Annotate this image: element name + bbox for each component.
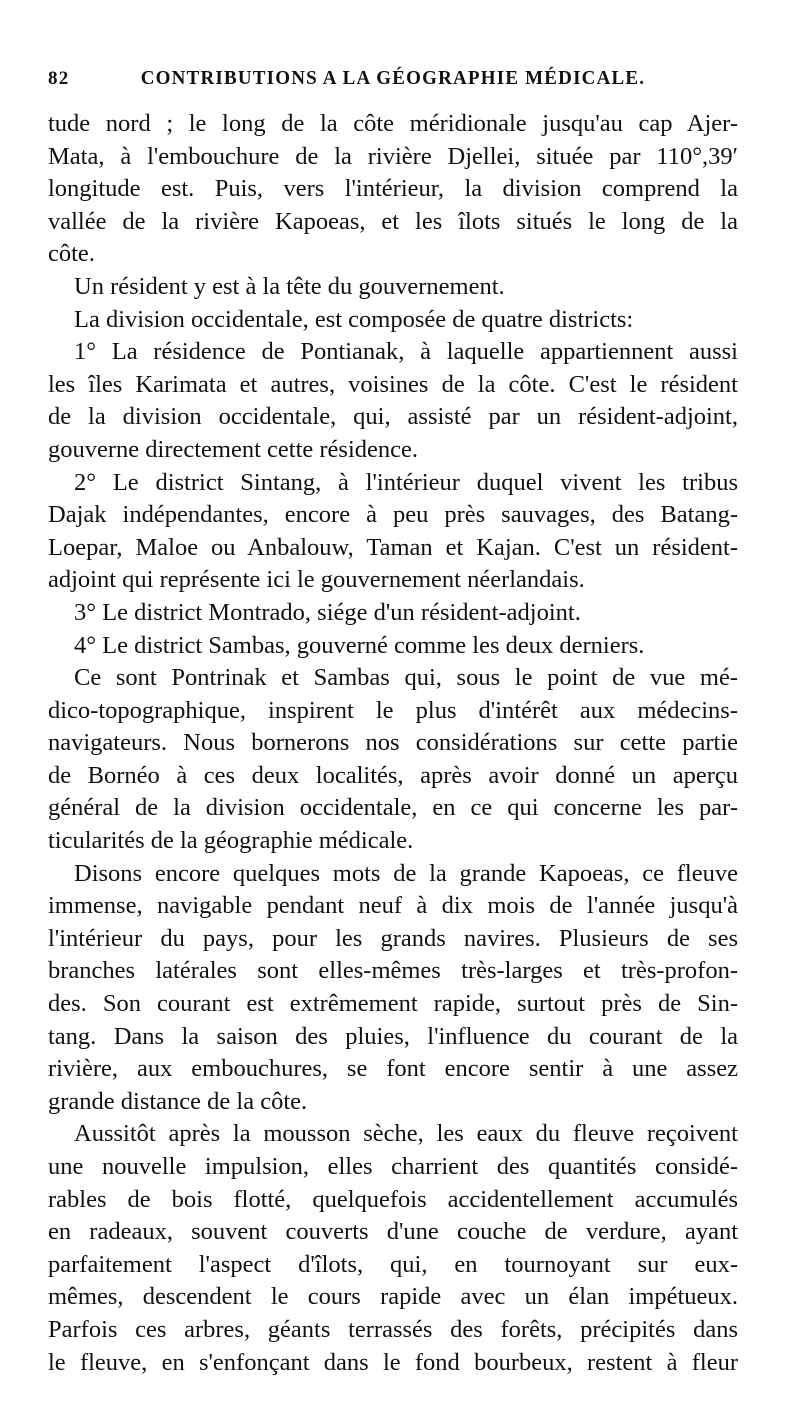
- text-line: des. Son courant est extrêmement rapide, surtout près de Sin-: [48, 990, 738, 1018]
- text-line: Disons encore quelques mots de la grande Kapoeas, ce fleuve: [74, 859, 738, 887]
- text-line: l'intérieur du pays, pour les grands navires. Plusieurs de ses: [48, 924, 738, 952]
- body-text: [48, 108, 738, 1379]
- text-line: Aussitôt après la mousson sèche, les eaux du fleuve reçoivent: [74, 1120, 738, 1148]
- text-line: 4° Le district Sambas, gouverné comme les deux derniers.: [74, 631, 645, 659]
- text-line: tude nord ; le long de la côte méridionale jusqu'au cap Ajer-: [48, 110, 738, 137]
- paragraph: [48, 630, 738, 663]
- text-line: en radeaux, souvent couverts d'une couche de verdure, ayant: [48, 1218, 738, 1246]
- paragraph: [48, 1118, 738, 1379]
- text-line: Ce sont Pontrinak et Sambas qui, sous le point de vue mé-: [74, 664, 738, 692]
- text-line: navigateurs. Nous bornerons nos considérations sur cette partie: [48, 729, 738, 757]
- paragraph: [48, 597, 738, 630]
- text-line: parfaitement l'aspect d'îlots, qui, en tournoyant sur eux-: [48, 1250, 738, 1278]
- text-line: Mata, à l'embouchure de la rivière Djellei, située par 110°,39′: [48, 142, 738, 170]
- paragraph: [48, 662, 738, 858]
- paragraph: [48, 271, 738, 304]
- running-title: CONTRIBUTIONS A LA GÉOGRAPHIE MÉDICALE.: [140, 67, 646, 90]
- text-line: vallée de la rivière Kapoeas, et les îlots situés le long de la: [48, 207, 738, 235]
- text-line: immense, navigable pendant neuf à dix mois de l'année jusqu'à: [48, 892, 738, 920]
- paragraph: [48, 858, 738, 1119]
- text-line: La division occidentale, est composée de quatre districts:: [74, 305, 634, 333]
- text-line: Un résident y est à la tête du gouvernement.: [74, 272, 505, 300]
- paragraph: [48, 304, 738, 337]
- text-line: adjoint qui représente ici le gouvernement néerlandais.: [48, 566, 585, 594]
- text-line: Loepar, Maloe ou Anbalouw, Taman et Kajan. C'est un résident-: [48, 533, 738, 561]
- text-line: rables de bois flotté, quelquefois accidentellement accumulés: [48, 1185, 738, 1213]
- paragraph: [48, 467, 738, 597]
- text-line: de la division occidentale, qui, assisté par un résident-adjoint,: [48, 403, 738, 431]
- paragraph: [48, 108, 738, 271]
- text-line: longitude est. Puis, vers l'intérieur, la division comprend la: [48, 175, 738, 203]
- text-line: Parfois ces arbres, géants terrassés des forêts, précipités dans: [48, 1315, 738, 1343]
- text-line: 3° Le district Montrado, siége d'un résident-adjoint.: [74, 598, 581, 626]
- text-line: Dajak indépendantes, encore à peu près sauvages, des Batang-: [48, 501, 738, 529]
- text-line: 2° Le district Sintang, à l'intérieur duquel vivent les tribus: [74, 468, 738, 496]
- text-line: 1° La résidence de Pontianak, à laquelle appartiennent aussi: [74, 338, 738, 366]
- text-line: branches latérales sont elles-mêmes très-larges et très-profon-: [48, 957, 738, 985]
- paragraph: [48, 336, 738, 466]
- text-line: tang. Dans la saison des pluies, l'influence du courant de la: [48, 1022, 738, 1050]
- text-line: une nouvelle impulsion, elles charrient des quantités considé-: [48, 1153, 738, 1180]
- page-number: 82: [48, 68, 70, 89]
- book-page: [48, 68, 738, 1379]
- text-line: gouverne directement cette résidence.: [48, 435, 419, 463]
- text-line: grande distance de la côte.: [48, 1087, 308, 1115]
- text-line: le fleuve, en s'enfonçant dans le fond bourbeux, restent à fleur: [48, 1348, 738, 1376]
- text-line: général de la division occidentale, en ce qui concerne les par-: [48, 794, 738, 822]
- text-line: dico-topographique, inspirent le plus d'intérêt aux médecins-: [48, 696, 738, 724]
- text-line: mêmes, descendent le cours rapide avec un élan impétueux.: [48, 1283, 738, 1311]
- text-line: côte.: [48, 240, 95, 268]
- running-head: [48, 68, 738, 108]
- text-line: ticularités de la géographie médicale.: [48, 827, 414, 855]
- text-line: les îles Karimata et autres, voisines de la côte. C'est le résident: [48, 370, 738, 398]
- text-line: rivière, aux embouchures, se font encore sentir à une assez: [48, 1055, 738, 1083]
- text-line: de Bornéo à ces deux localités, après avoir donné un aperçu: [48, 761, 738, 789]
